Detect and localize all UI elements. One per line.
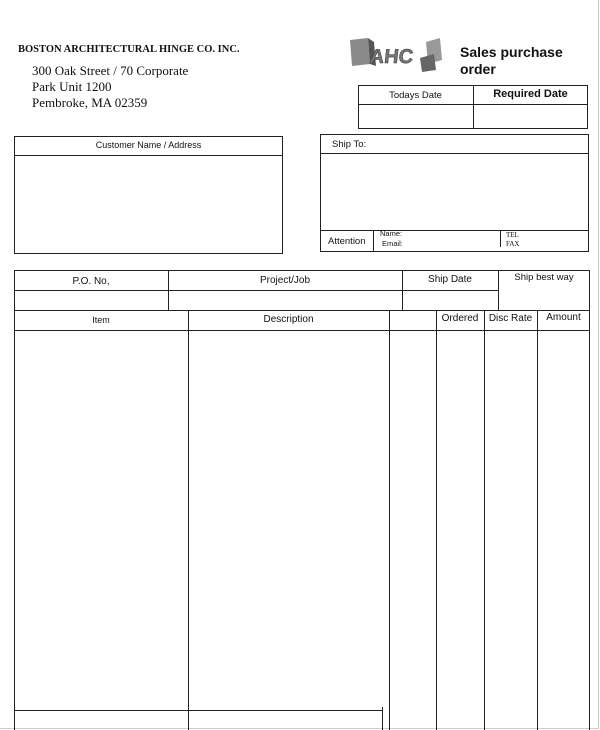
todays-date-label: Todays Date	[389, 90, 442, 101]
column-header-ordered: Ordered	[441, 313, 479, 324]
svg-text:AHC: AHC	[368, 46, 415, 68]
required-date-field[interactable]	[474, 105, 587, 128]
column-header-amount: Amount	[546, 312, 581, 323]
tel-divider	[500, 230, 501, 247]
ship-date-label: Ship Date	[428, 274, 472, 285]
company-logo	[348, 36, 444, 72]
company-address-line3: Pembroke, MA 02359	[32, 95, 148, 110]
column-header-disc-rate: Disc Rate	[488, 313, 533, 324]
item-column-body[interactable]	[15, 331, 187, 707]
attention-field[interactable]	[410, 231, 498, 251]
po-label: P.O. No,	[72, 276, 110, 287]
name-label: Name:	[380, 229, 403, 238]
company-address-line1: 300 Oak Street / 70 Corporate	[32, 63, 189, 78]
ship-to-address-field[interactable]	[321, 154, 588, 229]
doc-title-line2: order	[460, 61, 496, 77]
customer-address-field[interactable]	[15, 156, 282, 253]
ship-way-field[interactable]	[499, 288, 589, 309]
company-name: BOSTON ARCHITECTURAL HINGE CO. INC.	[18, 44, 240, 55]
ship-way-label: Ship best way	[514, 272, 574, 283]
company-address-line2: Park Unit 1200	[32, 79, 112, 94]
ordered-column-body[interactable]	[437, 331, 483, 707]
attention-divider	[373, 230, 374, 252]
po-field[interactable]	[15, 291, 167, 309]
attention-label: Attention	[328, 236, 366, 247]
project-field[interactable]	[169, 291, 401, 309]
doc-title-line1: Sales purchase	[460, 44, 563, 60]
todays-date-field[interactable]	[359, 105, 472, 128]
amount-column-body[interactable]	[538, 331, 589, 707]
table-bottom-line	[14, 710, 382, 711]
description-column-divider	[389, 310, 390, 730]
email-label: Email:	[382, 239, 403, 248]
column-header-description: Description	[263, 314, 314, 325]
table-bottom-divider	[382, 707, 383, 730]
fax-label: FAX	[506, 240, 520, 248]
column-header-item: Item	[92, 315, 110, 325]
order-fields-divider	[14, 310, 590, 311]
customer-label: Customer Name / Address	[95, 140, 202, 150]
ship-date-field[interactable]	[403, 291, 497, 309]
required-date-label: Required Date	[493, 88, 568, 100]
project-label: Project/Job	[259, 275, 311, 286]
tel-label: TEL	[506, 231, 519, 239]
disc-rate-column-body[interactable]	[485, 331, 536, 707]
description-column-body[interactable]	[189, 331, 388, 707]
ship-to-label: Ship To:	[332, 139, 367, 150]
